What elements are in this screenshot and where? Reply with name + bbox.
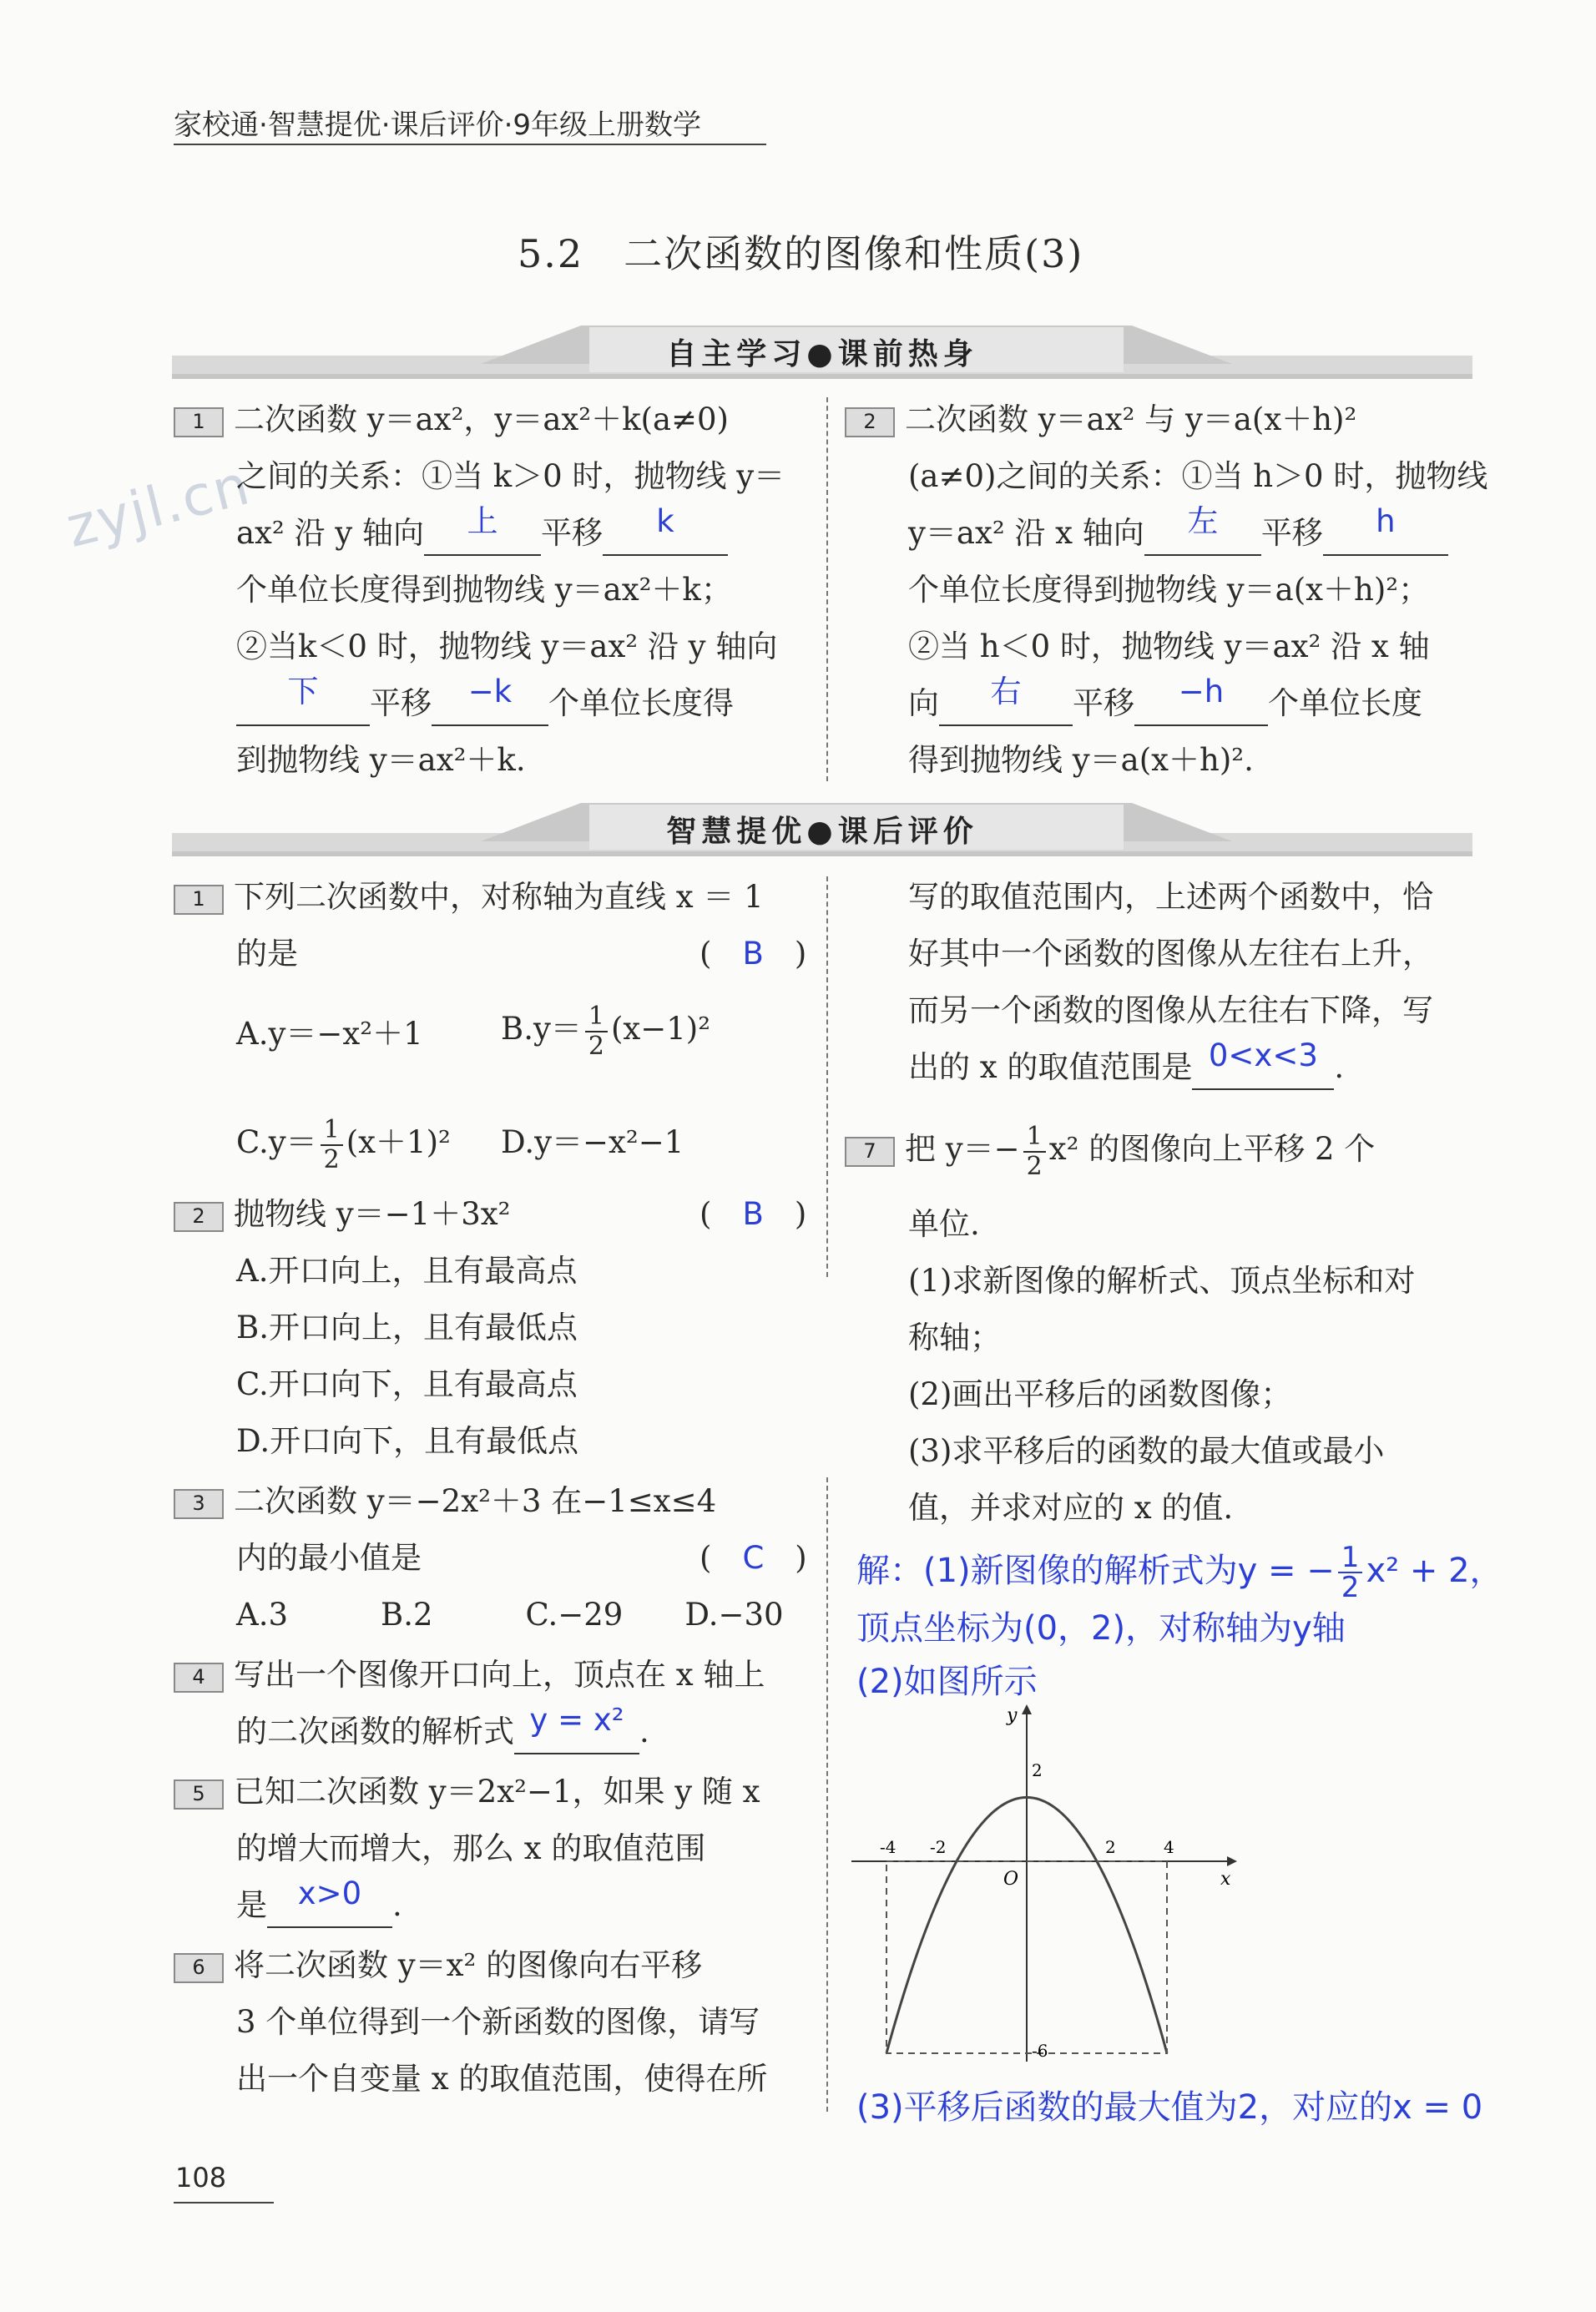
x-axis-label: x — [1220, 1869, 1231, 1890]
tick-y-2: 2 — [1032, 1760, 1043, 1780]
column-divider-post-2 — [826, 1477, 828, 2112]
question-number: 4 — [174, 1663, 224, 1693]
tick-y-neg6: -6 — [1032, 2041, 1048, 2061]
answer-choice[interactable]: B — [742, 1196, 764, 1232]
question-number: 3 — [174, 1489, 224, 1519]
header-rule — [174, 144, 766, 145]
answer-choice[interactable]: B — [742, 936, 764, 972]
answer-blank[interactable]: 左 — [1187, 503, 1219, 539]
answer-blank[interactable]: k — [656, 503, 674, 539]
question-number: 2 — [174, 1202, 224, 1232]
answer-choice[interactable]: C — [742, 1540, 765, 1576]
column-divider-pre — [826, 397, 828, 781]
origin-label: O — [1003, 1869, 1019, 1890]
column-divider-post — [826, 876, 828, 1277]
question-number: 5 — [174, 1779, 224, 1810]
tick-x-neg2: -2 — [930, 1837, 947, 1857]
y-axis-label: y — [1007, 1705, 1018, 1726]
page-number: 108 — [175, 2162, 227, 2193]
answer-blank[interactable]: 0<x<3 — [1208, 1037, 1318, 1073]
tick-x-neg4: -4 — [880, 1837, 896, 1857]
y-axis-arrow-icon — [1022, 1704, 1032, 1714]
answer-blank[interactable]: 下 — [287, 674, 319, 709]
x-axis-arrow-icon — [1227, 1856, 1237, 1866]
answer-blank[interactable]: h — [1376, 503, 1396, 539]
banner-pre-class: 自主学习●课前热身 — [172, 326, 1472, 379]
tick-x-4: 4 — [1164, 1837, 1174, 1857]
question-number: 7 — [845, 1137, 895, 1167]
question-number: 2 — [845, 407, 895, 437]
banner-post-class: 智慧提优●课后评价 — [172, 803, 1472, 856]
question-number: 6 — [174, 1953, 224, 1983]
question-number: 1 — [174, 885, 224, 915]
answer-blank[interactable]: x>0 — [297, 1875, 362, 1911]
running-header: 家校通·智慧提优·课后评价·9年级上册数学 — [174, 109, 702, 142]
page-number-rule — [174, 2202, 274, 2203]
section-title: 5.2 二次函数的图像和性质(3) — [518, 231, 1084, 276]
parabola-graph — [843, 1703, 1244, 2087]
answer-blank[interactable]: 右 — [990, 674, 1022, 709]
answer-blank[interactable]: y = x² — [529, 1702, 624, 1738]
answer-blank[interactable]: −k — [467, 674, 513, 709]
tick-x-2: 2 — [1105, 1837, 1116, 1857]
answer-blank[interactable]: −h — [1178, 674, 1225, 709]
answer-blank[interactable]: 上 — [467, 503, 498, 539]
question-number: 1 — [174, 407, 224, 437]
watermark: zyjl.cn — [60, 452, 257, 560]
